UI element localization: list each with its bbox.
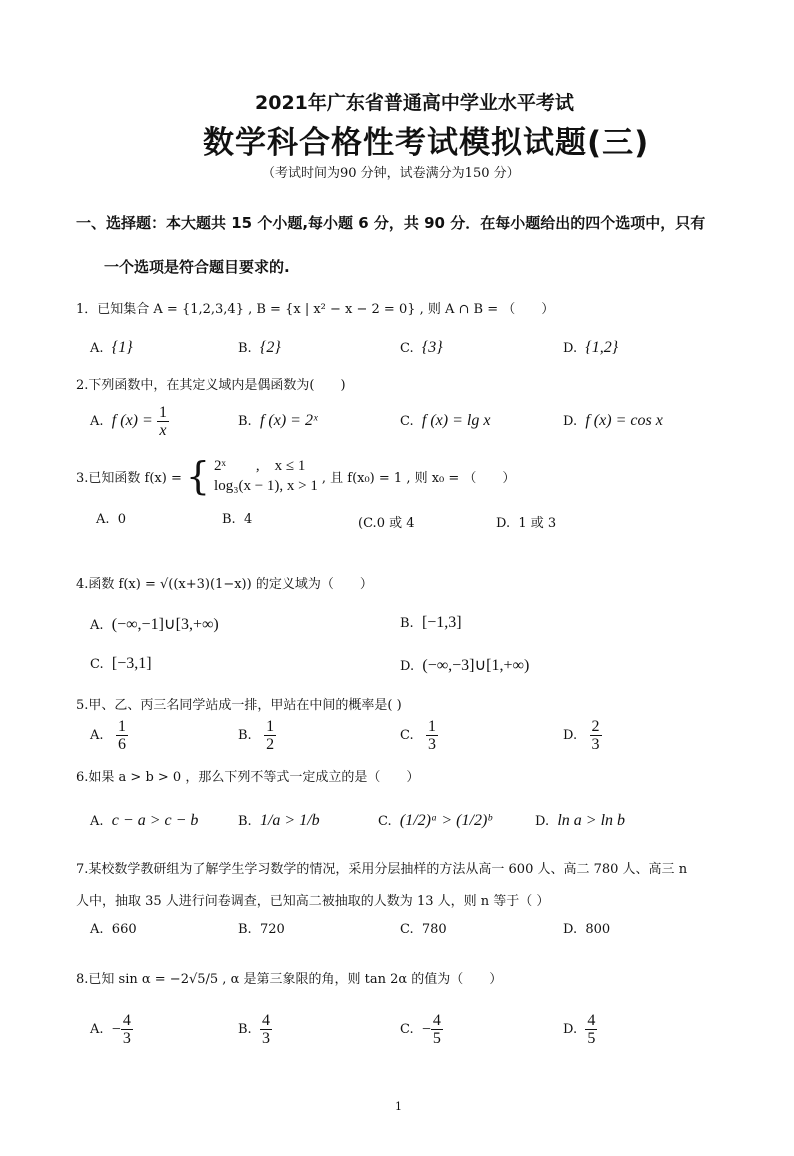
question-7-option-b: B. 720: [238, 922, 285, 937]
page-number: 1: [395, 1100, 402, 1113]
question-2-stem: 2.下列函数中，在其定义域内是偶函数为( ): [76, 378, 346, 393]
question-1-option-c: C. {3}: [400, 339, 443, 356]
question-6-stem: 6.如果 a > b > 0 ，那么下列不等式一定成立的是（ ）: [76, 770, 420, 785]
question-4-option-a: A. (−∞,−1]∪[3,+∞): [90, 616, 219, 633]
exam-main-title: 数学科合格性考试模拟试题(三): [203, 125, 650, 161]
question-8-option-b-fraction: $\frac{4}{3}$: [261, 1012, 270, 1047]
question-2-option-d: D. f (x) = cos x: [563, 412, 663, 429]
question-6-option-a: A. c − a > c − b: [90, 812, 199, 829]
question-1-option-a: A. {1}: [90, 339, 133, 356]
question-7-option-a: A. 660: [90, 922, 137, 937]
question-8-option-a-fraction: $\frac{4}{3}$: [122, 1012, 131, 1047]
question-5-option-c: C. $\frac{1}{3}$: [400, 718, 437, 753]
question-5-option-d-fraction: $\frac{2}{3}$: [591, 718, 600, 753]
question-5-option-a: A. $\frac{1}{6}$: [90, 718, 126, 753]
question-1-option-b: B. {2}: [238, 339, 281, 356]
question-8-option-a: A. − $\frac{4}{3}$: [90, 1012, 131, 1047]
question-6-option-b: B. 1/a > 1/b: [238, 812, 320, 829]
section-instruction-line1: 一、选择题：本大题共 15 个小题,每小题 6 分，共 90 分．在每小题给出的四个选项中，只有: [76, 214, 706, 232]
question-2-option-a-fraction: $\frac{1}{x}$: [158, 404, 167, 439]
question-2-option-c: C. f (x) = lg x: [400, 412, 491, 429]
question-5-option-b: B. $\frac{1}{2}$: [238, 718, 275, 753]
question-7-option-c: C. 780: [400, 922, 447, 937]
question-5-option-a-fraction: $\frac{1}{6}$: [117, 718, 126, 753]
question-5-option-d: D. $\frac{2}{3}$: [563, 718, 600, 753]
question-3-option-b: B. 4: [222, 512, 253, 527]
question-7-stem-line1: 7.某校数学教研组为了解学生学习数学的情况，采用分层抽样的方法从高一 600 人、高二 780 人、高三 n: [76, 862, 688, 877]
question-2-option-a: A. f (x) = $\frac{1}{x}$: [90, 404, 167, 439]
question-4-option-d: D. (−∞,−3]∪[1,+∞): [400, 657, 530, 674]
section-instruction-line2: 一个选项是符合题目要求的.: [104, 258, 290, 276]
exam-time-note: （考试时间为90 分钟，试卷满分为150 分）: [262, 166, 520, 181]
question-2-option-b: B. f (x) = 2ˣ: [238, 412, 318, 429]
question-5-option-c-fraction: $\frac{1}{3}$: [428, 718, 437, 753]
question-4-option-b: B. [−1,3]: [400, 614, 462, 631]
piecewise-brace: {: [185, 454, 211, 498]
question-7-option-d: D. 800: [563, 922, 611, 937]
question-3-stem: 3.已知函数 f(x) = { 2ˣ , x ≤ 1 log₃(x − 1), x > 1 , 且 f(x₀) = 1 , 则 x₀ = （ ）: [76, 454, 516, 498]
piecewise-cases: 2ˣ , x ≤ 1 log₃(x − 1), x > 1: [214, 458, 318, 494]
question-5-stem: 5.甲、乙、丙三名同学站成一排，甲站在中间的概率是( ): [76, 698, 402, 713]
question-8-option-c-fraction: $\frac{4}{5}$: [432, 1012, 441, 1047]
question-1-option-d: D. {1,2}: [563, 339, 619, 356]
question-4-option-c: C. [−3,1]: [90, 655, 152, 672]
exam-year-title: 2021年广东省普通高中学业水平考试: [255, 92, 574, 114]
question-1-stem: 1．已知集合 A = {1,2,3,4} , B = {x | x² − x − 2 = 0} , 则 A ∩ B = （ ）: [76, 302, 555, 317]
question-4-stem: 4.函数 f(x) = √((x+3)(1−x)) 的定义域为（ ）: [76, 577, 373, 592]
question-5-option-b-fraction: $\frac{1}{2}$: [266, 718, 275, 753]
question-3-option-c: (C.0 或 4: [358, 516, 415, 531]
question-8-stem: 8.已知 sin α = −2√5/5 , α 是第三象限的角，则 tan 2α 的值为（ ）: [76, 972, 503, 987]
question-6-option-d: D. ln a > ln b: [535, 812, 626, 829]
question-8-option-c: C. − $\frac{4}{5}$: [400, 1012, 441, 1047]
question-7-stem-line2: 人中，抽取 35 人进行问卷调查，已知高二被抽取的人数为 13 人，则 n 等于（ ）: [76, 894, 550, 909]
question-3-option-d: D. 1 或 3: [496, 516, 557, 531]
question-6-option-c: C. (1/2)ᵃ > (1/2)ᵇ: [378, 812, 492, 829]
question-8-option-d: D. $\frac{4}{5}$: [563, 1012, 596, 1047]
question-8-option-b: B. $\frac{4}{3}$: [238, 1012, 270, 1047]
question-3-option-a: A. 0: [96, 512, 127, 527]
question-8-option-d-fraction: $\frac{4}{5}$: [587, 1012, 596, 1047]
